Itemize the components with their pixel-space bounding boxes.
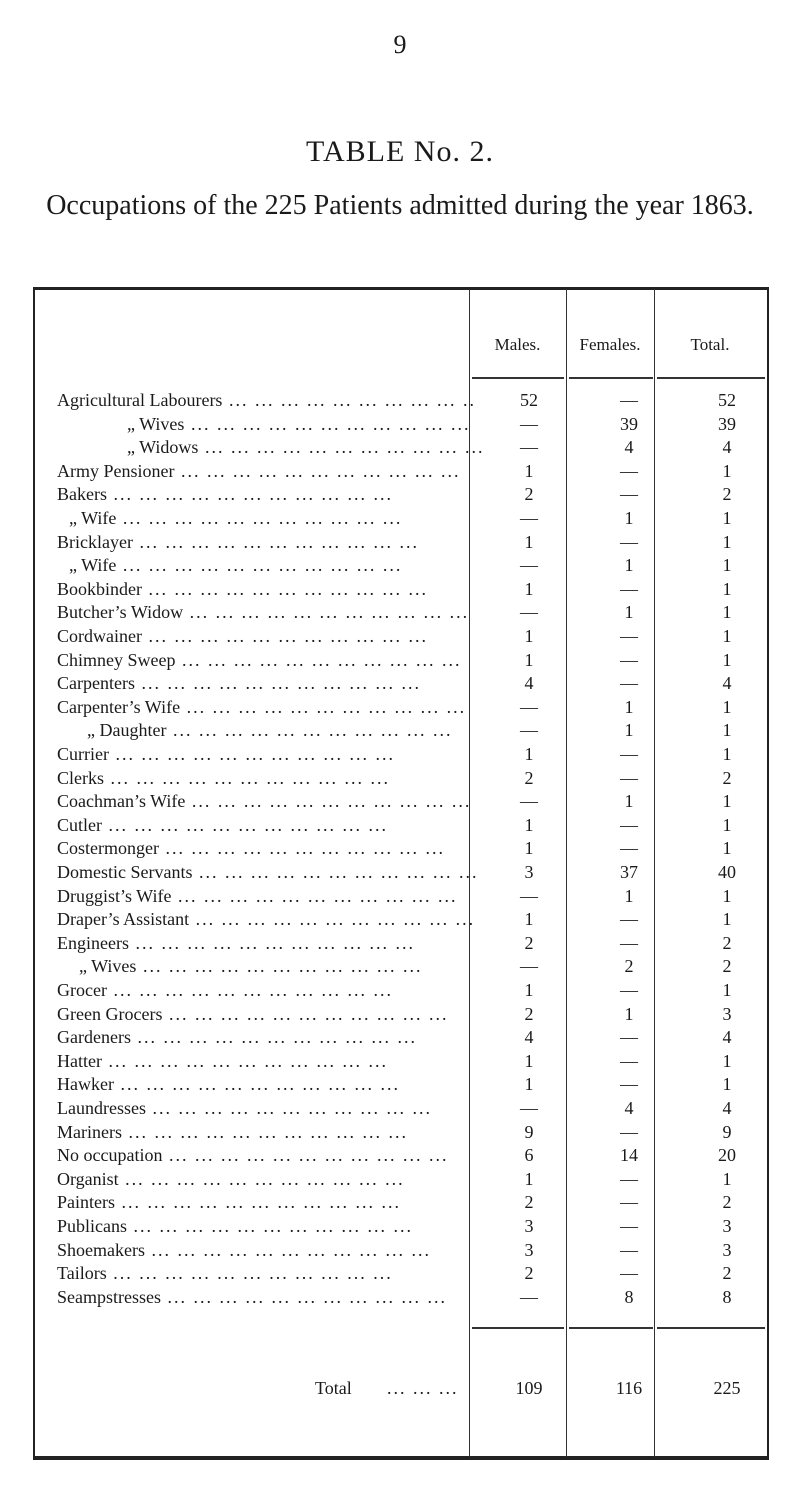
table-title: TABLE No. 2.	[306, 135, 494, 168]
table-row	[57, 1191, 772, 1213]
row-males: 2	[524, 484, 534, 505]
row-females: —	[620, 1027, 638, 1048]
table-row	[57, 1286, 772, 1308]
row-females: 37	[620, 862, 638, 882]
table-row	[57, 743, 772, 765]
row-males: 1	[524, 460, 534, 481]
row-males: 2	[524, 1003, 534, 1024]
row-females: —	[620, 531, 638, 552]
row-males: 1	[524, 1074, 534, 1095]
row-females: —	[620, 838, 638, 859]
row-total: 4	[722, 673, 732, 694]
row-males: —	[520, 437, 538, 458]
table-row	[57, 507, 772, 529]
row-females: 1	[624, 1003, 634, 1024]
table-row	[57, 1121, 772, 1143]
row-label: Publicans ... .	[57, 1215, 477, 1237]
row-males: —	[520, 1098, 538, 1118]
row-total: 1	[722, 980, 732, 1000]
table-row	[57, 885, 772, 907]
row-label: Coachman’s Wife ... .	[57, 790, 477, 812]
table-row	[57, 1215, 772, 1237]
row-total: 2	[722, 1263, 732, 1284]
row-label: Bookbinder ... .	[57, 578, 477, 600]
row-total: 3	[722, 1003, 732, 1024]
row-total: 1	[722, 602, 732, 623]
table-row	[57, 578, 772, 600]
row-females: —	[620, 578, 638, 599]
row-total: 1	[722, 885, 732, 906]
table-row	[57, 1073, 772, 1095]
row-males: 9	[524, 1121, 534, 1142]
row-total: 2	[722, 956, 732, 977]
row-total: 1	[722, 508, 732, 528]
table-subtitle: Occupations of the 225 Patients admitted during the year 1863.	[46, 190, 754, 221]
total-rule-total	[657, 1327, 765, 1329]
row-females: —	[620, 1168, 638, 1189]
row-label: Cutler ... .	[57, 814, 477, 836]
row-label: Hatter ... .	[57, 1050, 477, 1072]
row-total: 52	[718, 390, 736, 410]
row-total: 40	[718, 862, 736, 882]
row-females: —	[620, 460, 638, 481]
table-row	[57, 554, 772, 576]
table-row	[57, 1144, 772, 1166]
row-females: —	[620, 649, 638, 670]
row-females: —	[620, 1192, 638, 1213]
row-males: 6	[524, 1145, 534, 1166]
row-label: Carpenter’s Wife ... .	[57, 696, 477, 718]
row-females: —	[620, 1263, 638, 1284]
row-females: —	[620, 814, 638, 835]
row-males: 2	[524, 1263, 534, 1284]
row-label: Grocer ... .	[57, 979, 477, 1001]
row-total: 4	[722, 1027, 732, 1048]
table-row	[57, 767, 772, 789]
row-females: 1	[624, 885, 634, 906]
row-males: 2	[524, 932, 534, 953]
row-total: 2	[722, 484, 732, 505]
row-females: 14	[620, 1145, 638, 1166]
row-females: —	[620, 744, 638, 764]
row-label: „ Wife ... .	[57, 554, 489, 576]
total-females: 116	[615, 1378, 643, 1398]
row-females: 1	[624, 508, 634, 528]
table-row	[57, 460, 772, 482]
table-row	[57, 625, 772, 647]
row-females: —	[620, 390, 638, 410]
table-row	[57, 531, 772, 553]
row-total: 20	[718, 1145, 736, 1166]
row-females: 8	[624, 1286, 634, 1307]
table-row	[57, 413, 772, 435]
row-label: No occupation ... .	[57, 1144, 477, 1166]
table-row	[57, 436, 772, 458]
row-males: —	[520, 555, 538, 576]
row-males: —	[520, 956, 538, 977]
row-males: 3	[524, 862, 534, 882]
row-label: Shoemakers ... .	[57, 1239, 477, 1261]
row-females: 1	[624, 720, 634, 741]
row-females: 1	[624, 602, 634, 623]
row-total: 9	[722, 1121, 732, 1142]
table-row	[57, 719, 772, 741]
row-label: Chimney Sweep ... .	[57, 649, 477, 671]
row-total: 1	[722, 460, 732, 481]
table-row	[57, 696, 772, 718]
table-row	[57, 1168, 772, 1190]
row-label: Painters ... .	[57, 1191, 477, 1213]
row-females: 4	[624, 437, 634, 458]
row-males: 1	[524, 578, 534, 599]
row-males: 1	[524, 649, 534, 670]
row-females: —	[620, 484, 638, 505]
row-total: 1	[722, 1050, 732, 1071]
row-females: —	[620, 1050, 638, 1071]
header-rule-total	[657, 377, 765, 379]
row-label: „ Wives ... .	[57, 955, 499, 977]
table-row	[57, 483, 772, 505]
row-males: 1	[524, 814, 534, 835]
row-males: 1	[524, 980, 534, 1000]
table-row	[57, 790, 772, 812]
row-label: Domestic Servants ... .	[57, 861, 477, 883]
row-label: „ Wives ... .	[57, 413, 547, 435]
row-total: 1	[722, 1168, 732, 1189]
row-females: —	[620, 626, 638, 646]
row-total: 1	[722, 531, 732, 552]
header-rule-females	[569, 377, 653, 379]
row-label: Druggist’s Wife ... .	[57, 885, 477, 907]
row-total: 2	[722, 932, 732, 953]
row-total: 1	[722, 696, 732, 717]
row-label: Gardeners ... .	[57, 1026, 477, 1048]
table-row	[57, 1239, 772, 1261]
row-total: 1	[722, 649, 732, 670]
table-row	[57, 861, 772, 883]
total-rule-males	[472, 1327, 564, 1329]
row-females: —	[620, 1216, 638, 1236]
row-females: 39	[620, 413, 638, 434]
row-label: Army Pensioner ... .	[57, 460, 477, 482]
row-males: —	[520, 791, 538, 812]
header-rule-males	[472, 377, 564, 379]
row-males: —	[520, 720, 538, 741]
row-total: 8	[722, 1286, 732, 1307]
row-label: „ Wife ... .	[57, 507, 489, 529]
row-total: 1	[722, 720, 732, 741]
row-males: —	[520, 885, 538, 906]
row-females: —	[620, 1074, 638, 1095]
row-label: Organist ... .	[57, 1168, 477, 1190]
row-females: —	[620, 932, 638, 953]
table-row	[57, 389, 772, 411]
row-label: Mariners ... .	[57, 1121, 477, 1143]
row-label: Hawker ... .	[57, 1073, 477, 1095]
table-row	[57, 1003, 772, 1025]
row-total: 2	[722, 767, 732, 788]
row-label: Bricklayer ... .	[57, 531, 477, 553]
total-males: 109	[515, 1378, 543, 1398]
row-label: Green Grocers ... .	[57, 1003, 477, 1025]
row-label: Engineers ... .	[57, 932, 477, 954]
header-total: Total.	[690, 335, 730, 354]
row-total: 1	[722, 814, 732, 835]
row-females: 1	[624, 555, 634, 576]
table-row	[57, 1097, 772, 1119]
row-total: 4	[722, 437, 732, 458]
table-row	[57, 814, 772, 836]
row-females: —	[620, 767, 638, 788]
row-total: 1	[722, 909, 732, 930]
row-total: 2	[722, 1192, 732, 1213]
total-row	[57, 1375, 772, 1401]
row-label: „ Widows ... .	[57, 436, 547, 458]
row-females: —	[620, 909, 638, 930]
header-males: Males.	[494, 335, 541, 354]
row-males: 1	[524, 1050, 534, 1071]
row-label: Clerks ... .	[57, 767, 477, 789]
row-females: 4	[624, 1098, 634, 1118]
row-total: 1	[722, 555, 732, 576]
row-total: 39	[718, 413, 736, 434]
row-males: —	[520, 696, 538, 717]
row-total: 1	[722, 626, 732, 646]
row-males: 1	[524, 626, 534, 646]
table-row	[57, 649, 772, 671]
table-row	[57, 908, 772, 930]
row-label: Currier ... .	[57, 743, 477, 765]
row-label: Butcher’s Widow ... .	[57, 601, 477, 623]
row-females: 1	[624, 696, 634, 717]
row-females: —	[620, 673, 638, 694]
row-males: 1	[524, 744, 534, 764]
row-label: „ Daughter ... .	[57, 719, 507, 741]
row-label: Seampstresses ... .	[57, 1286, 477, 1308]
row-females: —	[620, 1239, 638, 1260]
row-label: Laundresses ... .	[57, 1097, 477, 1119]
row-males: 1	[524, 838, 534, 859]
row-males: 1	[524, 909, 534, 930]
table-row	[57, 979, 772, 1001]
row-females: —	[620, 1121, 638, 1142]
row-males: 52	[520, 390, 538, 410]
row-males: 2	[524, 767, 534, 788]
total-total: 225	[713, 1378, 741, 1398]
table-row	[57, 1026, 772, 1048]
row-total: 1	[722, 578, 732, 599]
table-row	[57, 672, 772, 694]
row-females: —	[620, 980, 638, 1000]
table-row	[57, 601, 772, 623]
row-females: 1	[624, 791, 634, 812]
table-row	[57, 837, 772, 859]
row-males: 4	[524, 1027, 534, 1048]
row-total: 1	[722, 744, 732, 764]
row-label: Agricultural Labourers ... .	[57, 389, 477, 411]
row-total: 4	[722, 1098, 732, 1118]
row-males: 3	[524, 1216, 534, 1236]
row-males: —	[520, 508, 538, 528]
row-males: —	[520, 413, 538, 434]
row-label: Bakers ... .	[57, 483, 477, 505]
row-females: 2	[624, 956, 634, 977]
total-rule-females	[569, 1327, 653, 1329]
row-total: 1	[722, 838, 732, 859]
row-label: Draper’s Assistant ... .	[57, 908, 477, 930]
row-males: —	[520, 1286, 538, 1307]
total-label: Total	[315, 1378, 352, 1398]
row-total: 1	[722, 791, 732, 812]
row-total: 3	[722, 1239, 732, 1260]
table-row	[57, 955, 772, 977]
row-label: Cordwainer ... .	[57, 625, 477, 647]
header-females: Females.	[579, 335, 641, 354]
row-males: 1	[524, 531, 534, 552]
page-number: 9	[393, 30, 407, 59]
row-males: 4	[524, 673, 534, 694]
row-males: 3	[524, 1239, 534, 1260]
row-label: Carpenters ... .	[57, 672, 477, 694]
row-males: 2	[524, 1192, 534, 1213]
table-row	[57, 1262, 772, 1284]
row-males: —	[520, 602, 538, 623]
row-label: Tailors ... .	[57, 1262, 477, 1284]
table-row	[57, 1050, 772, 1072]
row-total: 3	[722, 1216, 732, 1236]
row-total: 1	[722, 1074, 732, 1095]
table-row	[57, 932, 772, 954]
row-males: 1	[524, 1168, 534, 1189]
row-label: Costermonger ... .	[57, 837, 477, 859]
total-dots: ... ... ...	[387, 1378, 459, 1398]
